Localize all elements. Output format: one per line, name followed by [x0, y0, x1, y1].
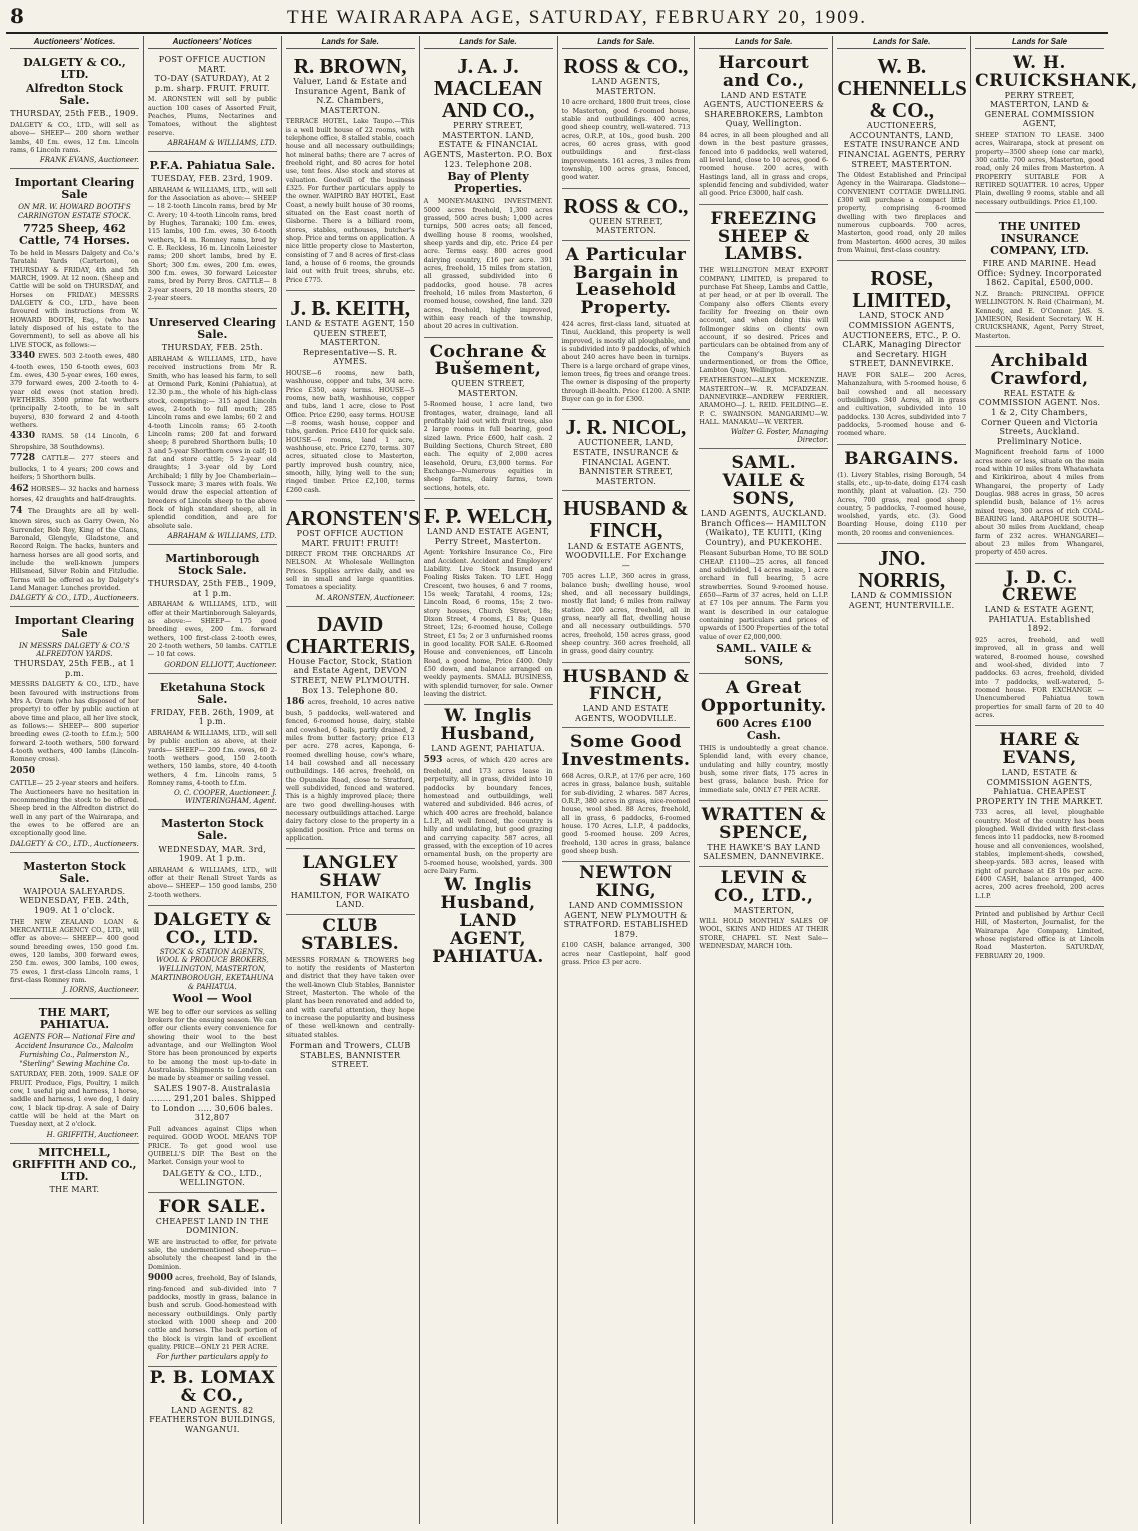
advert-good-investments: [562, 731, 691, 862]
advert-signature: Forman and Trowers, CLUB STABLES, BANNISTER STREET.: [289, 1041, 411, 1070]
advert-body: THE NEW ZEALAND LOAN & MERCANTILE AGENCY CO., LTD., will offer as above:— SHEEP— 400 good sound breeding ewes, 150 good f.m. ewes, 120 lambs, 300 forward ewes, 250 f.m. ewes, 300 lambs, 100 ewes, 75 ewes, 1 first-class Lincoln rams, 1 first-class Romney ram.: [10, 917, 139, 984]
advert-subtitle: House Factor, Stock, Station and Estate Agent, DEVON STREET, NEW PLYMOUTH. Box 13. Telephone 80.: [288, 656, 413, 695]
advert-body: MESSRS FORMAN & TROWERS beg to notify the residents of Masterton and district that they have taken over the well-known Club Stables, Bannister Street, Masterton. The whole of the plant has been renovated and added to, and with careful attention, they hope to increase the popularity and business of these well-known and centrally-situated stables.: [285, 955, 415, 1039]
advert-crewe: [975, 567, 1104, 727]
advert-title: Eketahuna Stock Sale.: [159, 680, 265, 706]
advert-title: ROSE, LIMITED,: [852, 266, 951, 313]
advert-body: WILL HOLD MONTHLY SALES OF WOOL, SKINS AND HIDES AT THEIR STORE, CHAPEL ST. Next Sale— WEDNESDAY, MARCH 10th.: [699, 917, 829, 951]
advert-subtitle: QUEEN STREET, MASTERTON.: [451, 379, 525, 398]
advert-body: THE WELLINGTON MEAT EXPORT COMPANY, LIMITED, is prepared to purchase Fat Sheep, Lambs and Cattle, at per head, or at per lb overall. The Company also offers Clients every facility for freezing on their own account, and when doing this will follmonger skins on clients' own account, if so desired. Prices and particulars can be obtained from any of the Company's Buyers as undermentioned, or from the Office, Lambton Quay, Wellington.: [699, 266, 829, 375]
advert-body: The Oldest Established and Principal Agency in the Wairarapa. Gladstone— CONVENIENT COTTAGE DWELLING. £300 will purchase a compact little property, comprising 6-roomed dwelling with two fireplaces and numerous cupboards. 700 acres, Masterton, good road, only 20 miles from Masterton. 4600 acres, 30 miles from Wainui, first-class country.: [837, 171, 967, 255]
stock-details: HORSES— 32 hacks and harness horses, 42 draughts and half-draughts.: [10, 484, 139, 504]
section-heading: Lands for Sale.: [424, 36, 553, 49]
advert-body: Agent: Yorkshire Insurance Co., Fire and Accident. Accident and Employers' Liability. Live Stock Insured and Foaling Risks Taken. TO LET. Hogg Crescent, two houses, 6 and 7 rooms, 15s week; Taratahi, 4 rooms, 12s; Lincoln Road, 6 rooms, 15s; 2 two-story houses, Church Street, 18s; Dixon Street, 4 rooms, £1 8s; Queen Street, 12s; 6-roomed house, College Street, £1 5s; 2 or 3 unfurnished rooms in good locality. FOR SALE. 6-Roomed House and conveniences, off Lincoln Road, a good home, Price £400. Only £50 down, and balance arranged on weekly payments. SMALL BUSINESS, with splendid turnover, for sale. Owner leaving the district.: [423, 548, 553, 698]
section-heading: Lands for Sale: [975, 36, 1104, 49]
column-8: [971, 36, 1138, 1524]
section-heading: Auctioneers' Notices: [148, 36, 277, 49]
advert-subtitle: HAMILTON, FOR WAIKATO LAND.: [290, 890, 410, 910]
advert-subtitle: LAND AGENT, PAHIATUA.: [431, 743, 545, 753]
section-heading: Lands for Sale.: [562, 36, 691, 49]
advert-body: DALGETY & CO., LTD., will sell as above— SHEEP— 200 shorn wether lambs, 40 f.m. ewes, 12 f.m. Lincoln rams, 6 Lincoln rams.: [10, 120, 139, 154]
advert-title: A Particular Bargain in Leasehold Property.: [565, 244, 687, 319]
advert-body: THIS is undoubtedly a great chance. Splendid land, with every chance, undulating and hilly country, mostly bush, some river flats, 175 acres in best grass, balance bush. Price for immediate sale, ONLY £7 PER ACRE.: [699, 744, 829, 794]
advert-signature: ABRAHAM & WILLIAMS, LTD.: [167, 139, 277, 148]
advert-title: LEVIN & CO., LTD.,: [714, 867, 814, 906]
advert-body: 424 acres, first-class land, situated at Tinui, Auckland, this property is well improved, is mostly all ploughable, and is subdivided into 9 paddocks, of which about 240 acres have been in turnips. There is a large orchard of grape vines, lemon trees, fig trees and orange trees. The owner is disposing of the property through ill-health. Price £1200. A SNIP. Buyer can go in for £300.: [561, 320, 691, 404]
advert-title: FREEZING SHEEP & LAMBS.: [710, 208, 818, 265]
advert-subtitle: THE MART.: [49, 1184, 100, 1194]
advert-body: DIRECT FROM THE ORCHARDS AT NELSON. At Wholesale Wellington Prices. Supplies arrive daily, and we sell in small and large quantities. Tomatoes a speciality.: [285, 550, 415, 592]
advert-great-opportunity: [699, 677, 828, 801]
advert-lomax: [148, 1370, 277, 1434]
advert-subtitle: 600 Acres £100 Cash.: [716, 716, 812, 742]
advert-title: ARONSTEN'S: [285, 505, 420, 530]
advert-body: TERRACE HOTEL, Lake Taupo.—This is a well built house of 22 rooms, with telephone office, 8 stalled stable, coach house and all necessary outbuildings; hot mineral baths; there are 7 acres of freehold right, and 80 acres for hotel use, tent fees. Also stock and stores at valuation. Goodwill of the business £325. For further particulars apply to the owner. WAIPIRO BAY HOTEL, East Coast, a newly built house of 30 rooms, situated on the East coast north of Gisborne. There is a billiard room, stores, stables, outhouses, butcher's shop. Price and terms on application. A nice little property close to Masterton, consisting of 7 and 8 acres of first-class land, a house of 6 rooms, the grounds laid out with fruit trees, shrubs, etc. Price £775.: [285, 117, 415, 284]
advert-subtitle: LAND AGENTS, MASTERTON.: [591, 77, 661, 96]
advert-ross-co-2: [562, 192, 691, 241]
advert-aronstens: [285, 504, 420, 607]
advert-body: SATURDAY, FEB. 20th, 1909. SALE OF FRUIT. Produce, Figs, Poultry, 1 milch cow, 1 useful pig and harness, 1 horse, saddle and harness, 1 ewe dog, 1 dairy cow, 1 black tip-dray. A sale of Dairy cattle will be held at the Mart on Tuesday next, at 2 o'clock.: [10, 1070, 139, 1129]
stock-count: 4330: [10, 431, 36, 442]
advert-ross-co: [562, 52, 691, 189]
advert-subtitle: REAL ESTATE & COMMISSION AGENT. Nos. 1 & 2, City Chambers, Corner Queen and Victoria Streets, Auckland. Preliminary Notice.: [978, 388, 1101, 446]
stock-count: 7728: [10, 453, 36, 464]
advert-signature: W. Inglis Husband, LAND AGENT, PAHIATUA.: [432, 875, 544, 967]
advert-title: A Great Opportunity.: [701, 678, 827, 716]
advert-subtitle: AUCTIONEERS, ACCOUNTANTS, LAND, ESTATE INSURANCE AND FINANCIAL AGENTS, PERRY STREET, MASTERTON.: [838, 121, 966, 169]
column-3: [282, 36, 420, 1524]
advert-body: 705 acres L.I.P., 360 acres in grass, balance bush; dwelling house, wool shed, and all necessary buildings, mostly flat land; 6 miles from railway station. 200 acres, freehold, all in grass, nearly all flat, dwelling house and all necessary outbuildings. 570 acres, freehold, 150 acres grass, good sheep country. 360 acres freehold, all in grass, good dairy country.: [561, 572, 691, 656]
acre-count: 593: [423, 755, 443, 766]
advert-subtitle: MASTERTON,: [733, 905, 795, 915]
advert-body: acres, of which 420 acres are freehold, and 173 acres lease in perpetuity, all in grass, divided into 10 paddocks by boundary fences, homestead and outbuildings, well watered and subdivided. 846 acres, of which 400 acres are freehold, balance L.I.P., all well fenced, the country is hilly and undulating, but good grazing and carrying capacity. 587 acres, all grassed, with the exception of 10 acres ornamental bush, on the property are 5-roomed house, woolshed, yards. 300 acre Dairy Farm.: [423, 756, 553, 876]
advert-freezing-sheep: [699, 208, 828, 450]
advert-clearing-sale-booth: [10, 172, 139, 607]
column-5: [558, 36, 696, 1524]
section-heading: Lands for Sale.: [837, 36, 966, 49]
sales-figures: SALES 1907-8. Australasia ........ 291,201 bales. Shipped to London ..... 30,606 bales. 312,807: [148, 1084, 277, 1123]
advert-body: ABRAHAM & WILLIAMS, LTD., will sell for the Association as above:— SHEEP— 18 2-tooth Lincoln rams, bred by Mr C. Avery; 10 4-tooth Lincoln rams, bred by Hughes, Taranaki; 100 f.m. ewes, 115 lambs, 100 f.m. ewes, 30 6-tooth wethers, 14 m. Romney rams, bred by C. E. Reckless, 16 m. Lincoln Leicester rams; 200 short lambs, bred by E. Short; 300 f.m. ewes, 200 f.m. ewes, 300 f.m. ewes, 30 forward Leicester rams, bred by Perry Bros. CATTLE— 8 2-year steers, 20 18 months steers, 20 2-year steers.: [147, 185, 277, 302]
advert-title: Masterton Stock Sale.: [23, 859, 126, 885]
advert-subtitle: STOCK & STATION AGENTS, WOOL & PRODUCE BROKERS, WELLINGTON, MASTERTON, MARTINBOROUGH, EKETAHUNA & PAHIATUA.: [150, 947, 274, 991]
advert-title: P.F.A. Pahiatua Sale.: [149, 159, 276, 173]
advert-body: Magnificent freehold farm of 1000 acres more or less, situate on the main road within 10 miles from Whatawhata and Kirikiriroa, about 4 miles from Whangarei, the property of Lady Douglas. 988 acres in grass, 50 acres splendid bush, balance of 1½ acres mixed trees, 300 acres of rich COAL-BEARING land. ARAPOHUE SOUTH—about 30 miles from Auckland, cheap farm of 232 acres. WHANGAREI—about 23 miles from Whangarei, property of 450 acres.: [975, 448, 1104, 557]
advert-date: THURSDAY, 25th FEB., 1909, at 1 p.m.: [148, 579, 277, 598]
advert-subtitle: TO-DAY (SATURDAY), At 2 p.m. sharp. FRUIT. FRUIT.: [154, 74, 270, 93]
advert-subtitle: PERRY STREET, MASTERTON, LAND & GENERAL COMMISSION AGENT,: [984, 90, 1095, 129]
newspaper-page: [6, 4, 1138, 1526]
advert-date: WEDNESDAY, FEB. 24th, 1909. At 1 o'clock.: [19, 896, 130, 915]
advert-body: CATTLE— 25 2-year steers and heifers. The Auctioneers have no hesitation in recommending the stock to be offered. Sheep bred in the Alfredton district do well in any part of the Wairarapa, and the ewes to be offered are an exceptionally good line.: [10, 779, 139, 838]
stock-count: 74: [10, 505, 23, 516]
advert-club-stables: [286, 918, 415, 1070]
advert-title: W. B. CHENNELLS & CO.,: [837, 54, 967, 123]
advert-title: Archibald Crawford,: [990, 351, 1089, 389]
advert-body: acres, freehold, 10 acres native bush, 5 paddocks, well-watered and fenced, 6-roomed house, dairy, stable and cowshed, 6 bails, partly drained, 2 miles from butter factory; price £13 per acre. 278 acres, Kaponga, 6-roomed dwelling house, cow's whare, 14 bail cowshed and all necessary outbuildings. 146 acres, freehold, on the Opunake Road, close to Stratford, well subdivided, fenced and watered. This is a highly improved place; there are two good dwelling-houses with necessary outbuildings attached. Large dairy factory close to the property in a splendid position. Price and terms on application.: [285, 698, 415, 842]
masthead: [6, 4, 1108, 34]
advert-signature: ABRAHAM & WILLIAMS, LTD.: [167, 531, 277, 540]
section-heading: Lands for Sale.: [699, 36, 828, 49]
advert-body: £100 CASH, balance arranged, 300 acres near Castlepoint, half good grass. Price £3 per acre.: [561, 941, 691, 967]
advert-newton-king: [562, 865, 691, 966]
advert-title: WRATTEN & SPENCE,: [701, 805, 827, 843]
advert-saml-vaile: [699, 452, 828, 674]
advert-title: W. H. CRUICKSHANK,: [975, 53, 1138, 91]
advert-title: NEWTON KING,: [579, 863, 673, 902]
advert-cochrane: [424, 341, 553, 499]
advert-signature: Walter G. Foster, Managing Director.: [730, 428, 829, 445]
column-1: [6, 36, 144, 1524]
advert-title: J. R. NICOL,: [565, 415, 687, 440]
advert-signature: J. IORNS, Auctioneer.: [62, 986, 139, 995]
advert-title: LANGLEY SHAW: [302, 853, 399, 892]
advert-title: HARE & EVANS,: [999, 730, 1080, 769]
advert-title: Cochrane & Bušement,: [429, 341, 547, 380]
advert-body: ABRAHAM & WILLIAMS, LTD., have received instructions from Mr R. Smith, who has leased his farm, to sell at Ormond Park, Konini (Pahiatua), at 12.30 p.m., the whole of his high-class stock, comprising:— 315 aged Lincoln ewes, 2-tooth to full mouth; 285 Lincoln rams and ewe lambs; 60 2 and 4-tooth Lincoln rams; 65 2-tooth Lincoln rams; 200 fat and forward sheep; 8 purebred Shorthorn bulls; 10 3 and 5-year Shorthorn cows in calf; 10 fat and store cattle; 5 2-year old draughts; 1 3-year old by Lord Archibald; 1 filly by Joe Chamberlain—Tussock mare; 3 mares with foals. We would draw the especial attention of breeders of Lincoln sheep to the above flock of high standard sheep, all in splendid condition, and are for absolute sale.: [147, 355, 277, 530]
advert-rose-limited: [837, 264, 966, 444]
stock-details: RAMS. 58 (14 Lincoln, 6 Shropshire, 38 Southdowns).: [10, 432, 139, 452]
advert-body: 925 acres, freehold, and well improved, all in grass and well watered, 8-roomed house, cowshed and wool-shed, divided into 7 paddocks. 63 acres, freehold, divided into 7 paddocks, well-watered, 5-roomed house. FOR EXCHANGE — Unencumbered Pahiatua town properties for small farm of 20 to 40 acres.: [975, 636, 1104, 719]
advert-title: DALGETY & CO., LTD.: [153, 910, 272, 948]
advert-subtitle: PERRY STREET, MASTERTON. LAND, ESTATE & FINANCIAL AGENTS, Masterton. P.O. Box 123. Telephone 208.: [423, 121, 553, 169]
advert-levin: [699, 867, 829, 951]
advert-body: HOUSE—6 rooms, new bath, washhouse, copper and tubs, 3/4 acre. Price £350, easy terms. HOUSE—5 rooms, new bath, washhouse, copper and tubs, land 1 acre, close to Post Office. Price £290, easy terms. HOUSE—8 rooms, wash house, copper and tubs, garden. Price £410 for quick sale. HOUSE—6 rooms, land 1 acre, washhouse, etc. Price £270, terms. 307 acres, situated close to Masterton, partly improved bush country, nice, smooth, hilly, lying well to the sun; ringed timber. Price £2,100, terms £260 cash.: [285, 369, 415, 494]
advert-title: Unreserved Clearing Sale.: [148, 316, 276, 342]
advert-body: N.Z. Branch: PRINCIPAL OFFICE WELLINGTON. N. Reid (Chairman), M. Kennedy, and E. O'Connor. JAS. S. JAMIESON, Resident Secretary. W. H. CRUICKSHANK, Agent, Perry Street, Masterton.: [975, 290, 1104, 340]
advert-title: BARGAINS.: [844, 448, 960, 469]
acre-count: 9000: [147, 1273, 173, 1284]
advert-title: Masterton Stock Sale.: [161, 817, 264, 843]
advert-eketahuna: [148, 677, 277, 811]
stock-details: The Draughts are all by well-known sires, such as Garry Owen, No Surrender, Bob Roy, King of the Clans, Baronald, Glengyle, Gladstone, and Record Reign. The hacks, hunters and harness horses are all good sorts, and include the well-known jumpers Hillsmead, Silver Robin and Fitzludie. Terms will be offered as by Dalgety's Land Manager. Lunches provided.: [10, 506, 139, 593]
advert-signature: O. C. COOPER, Auctioneer. J. WINTERINGHAM, Agent.: [173, 789, 277, 806]
advert-archibald-crawford: [975, 350, 1104, 564]
advert-bargains: [837, 448, 966, 544]
advert-date: THURSDAY, 25th FEB., at 1 p.m.: [14, 659, 135, 678]
advert-title: CLUB STABLES.: [301, 916, 400, 954]
advert-date: WEDNESDAY, MAR. 3rd, 1909. At 1 p.m.: [158, 844, 267, 864]
advert-husband-finch: [562, 494, 691, 662]
advert-signature: DALGETY & CO., LTD., Auctioneers.: [10, 594, 139, 603]
advert-particular-bargain: [562, 244, 691, 411]
advert-title: POST OFFICE AUCTION MART.: [158, 55, 266, 74]
column-7: [833, 36, 971, 1524]
advert-body: MESSRS DALGETY & CO., LTD., have been favoured with instructions from Mrs A. Oram (who has disposed of her property) to offer by public auction at above time and place, all her live stock, as follows:— SHEEP— 800 superior breeding ewes (2-tooth to f.f.m.); 500 forward 2-tooth wethers, 500 forward 4-tooth wethers, 400 lambs (Lincoln-Romney cross).: [10, 680, 139, 764]
advert-headline: Wool — Wool: [172, 992, 252, 1006]
advert-title: J. A. J. MACLEAN AND CO.,: [433, 54, 543, 123]
advert-body: 668 Acres, O.R.P., at 17/6 per acre, 160 acres in grass, balance bush, suitable for sub-dividing, 2 whares. 587 Acres, O.R.P., 380 acres in grass, nice-roomed house, wool shed. 88 Acres, freehold, all in grass, 6 paddocks, 6-roomed house. 170 Acres, L.I.P., 4 paddocks, good 5-roomed house. 209 Acres, freehold, 130 acres in grass, balance good sheep bush.: [561, 772, 691, 856]
advert-body: Pleasant Suburban Home, TO BE SOLD CHEAP. £1100—25 acres, all fenced and subdivided, 14 acres maize, 1 acre orchard in full bearing, 5 acre strawberries. Sound 9-roomed house. £650—Farm of 37 acres, held on L.I.P. at £7 10s per annum. The Farm you want is described in our catalogue containing particulars and prices of upwards of 1500 Properties of the total value of over £2,000,000.: [699, 549, 829, 641]
advert-for-sale-cheapest-land: [148, 1196, 277, 1367]
advert-clearing-sale-alfredton: [10, 610, 139, 852]
advert-mitchell-griffith: [10, 1147, 139, 1195]
buyers-list: FEATHERSTON—ALEX MCKENZIE. MASTERTON—W. R. MCFADZEAN. DANNEVIRKE—ANDREW FERRIER. ARAMOHO—J. L. REID. FEILDING—E. P. C. SWAINSON. MANGARIMU—W. HALL. MANAKAU—W. VERTER.: [699, 376, 829, 427]
advert-jb-keith: [286, 294, 415, 501]
advert-signature: For further particulars apply to: [156, 1353, 268, 1362]
advert-title: ROSS & CO.,: [563, 54, 689, 78]
advert-title: DALGETY & CO., LTD.: [23, 56, 126, 82]
advert-body: M. ARONSTEN will sell by public auction 100 cases of Assorted Fruit, Peaches, Plums, Nectarines and Tomatoes, without the slightest reserve.: [147, 95, 277, 137]
advert-title: J. D. C. CREWE: [1001, 567, 1078, 606]
advert-inglis-husband: [424, 708, 553, 966]
advert-body: A MONEY-MAKING INVESTMENT. 5000 acres freehold, 1,300 acres grassed, 500 acres bush; 1,000 acres turnips, 500 acres oats; all fenced, dwelling house 8 rooms, woolshed, sheep yards and dip, etc. Price £4 per acre. Terms easy. 800 acres good dairying country, £16 per acre. 391 acres, freehold, 15 miles from station, all grassed, subdivided into 6 paddocks, good house. 78 acres freehold, 16 miles from Masterton, 6 roomed house, cowshed, fine land. 320 acres, freehold, highly improved, within easy reach of the township, about 20 acres in cultivation.: [423, 197, 553, 331]
advert-jr-nicol: [562, 413, 691, 491]
printer-imprint: Printed and published by Arthur Cecil Hill, of Masterton, Journalist, for the Wairarapa Age Company, Limited, whose registered office is at Lincoln Road Masterton. SATURDAY, FEBRUARY 20, 1909.: [975, 909, 1104, 960]
advert-body: ABRAHAM & WILLIAMS, LTD., will offer at their Martinborough Saleyards, as above:— SHEEP— 175 good breeding ewes, 200 f.m. forward wethers, 100 first-class 2-tooth ewes, 20 2-tooth wethers, 50 lambs. CATTLE— 10 fat cows.: [147, 600, 277, 659]
advert-title: THE UNITED INSURANCE COMPANY, LTD.: [990, 220, 1089, 258]
advert-masterton-stock-sale: [10, 856, 139, 1000]
stock-count: 2050: [10, 765, 36, 776]
advert-fp-welch: [424, 502, 553, 705]
section-heading: Lands for Sale.: [286, 36, 415, 49]
stock-count: 3340: [10, 351, 36, 362]
advert-husband-finch-2: [562, 666, 691, 729]
advert-the-mart: [10, 1002, 139, 1143]
advert-body: HAVE FOR SALE— 200 Acres, Mahanzahura, with 5-roomed house, 6 bail cowshed and all necessary outbuildings. 340 Acres, all in grass and cultivation, subdivided into 10 paddocks. 130 Acres, subdivided into 7 paddocks, 5-roomed house and 6-roomed whare.: [837, 371, 967, 438]
advert-signature: FRANK EVANS, Auctioneer.: [39, 156, 139, 165]
advert-subtitle: LAND AGENTS. 82 FEATHERSTON BUILDINGS, WANGANUI.: [149, 1405, 276, 1434]
advert-body: acres, freehold, Bay of Islands, ring-fenced and sub-divided into 7 paddocks, mostly in grass, balance in bush and scrub. Good-homestead with necessary outbuildings. Only partly stocked with 1000 sheep and 200 cattle and horses. The back portion of the block is virgin land of excellent quality. PRICE—ONLY 21 PER ACRE.: [147, 1274, 277, 1352]
advert-body: 5-Roomed house, 1 acre land, two frontages, water, drainage, land all profitably laid out with fruit trees, also 2 large rooms in full bearing, good sized lawn. Price £600, half cash. 2 Building Sections, Church Street, £80 each. The equity of 2,000 acres leasehold, Oruru, £3,000 terms. For Exchange—Numerous equities in sheep farms, dairy farms, town sections, hotels, etc.: [423, 400, 553, 492]
advert-wratten-spence: [699, 804, 828, 867]
advert-title: HUSBAND & FINCH,: [562, 666, 690, 705]
advert-subtitle: Valuer, Land & Estate and Insurance Agent, Bank of N.Z. Chambers, MASTERTON.: [293, 77, 408, 115]
advert-headline: Bay of Plenty Properties.: [447, 170, 529, 196]
advert-subtitle: LAND, ESTATE & COMMISSION AGENTS, Pahiatua. CHEAPEST PROPERTY IN THE MARKET.: [976, 768, 1104, 806]
stock-details: EWES. 503 2-tooth ewes, 480 4-tooth ewes, 150 6-tooth ewes, 603 f.m. ewes, 430 5-year ewes, 160 ewes, 379 forward ewes, 200 2-tooth to 4-year old ewes (not station bred). WETHERS. 3500 prime fat wethers (principally 2-tooth, to be in salt buyers), 830 forward 2 and 4-tooth wethers.: [10, 352, 139, 430]
advert-subtitle: LAND & ESTATE AGENT, 150 QUEEN STREET, MASTERTON. Representative—S. R. AYMES.: [285, 319, 415, 367]
advert-subtitle: LAND & ESTATE AGENT, PAHIATUA. Established 1892.: [984, 605, 1095, 634]
stock-count: 462: [10, 483, 29, 494]
advert-subtitle: LAND AND ESTATE AGENTS, WOODVILLE.: [575, 704, 677, 723]
advert-title: SAML. VAILE & SONS,: [722, 453, 806, 510]
advert-title: W. Inglis Husband,: [440, 706, 536, 745]
advert-signature: SAML. VAILE & SONS,: [716, 641, 812, 668]
advert-title: HUSBAND & FINCH,: [563, 496, 689, 543]
advert-subtitle: AGENTS FOR— National Fire and Accident Insurance Co., Malcolm Furnishing Co., Palmerston N., "Sterling" Sewing Machine Co.: [13, 1033, 136, 1068]
advert-body: ABRAHAM & WILLIAMS, LTD., will sell by public auction as above, at their yards— SHEEP— 200 f.m. ewes, 60 2-tooth wethers good, 150 2-tooth wethers, 150 lambs, store, 40 4-tooth wethers, 4 f.m. Lincoln rams, 5 Romney rams, 4-tooth to f.f.m.: [147, 729, 277, 787]
advert-subtitle: QUEEN STREET, MASTERTON.: [589, 216, 663, 236]
advert-subtitle: THE HAWKE'S BAY LAND SALESMEN, DANNEVIRKE.: [703, 842, 825, 862]
advert-subtitle: CHEAPEST LAND IN THE DOMINION.: [155, 1216, 269, 1236]
advert-body: 733 acres, all level, ploughable country. Most of the country has been ploughed. Well divided with first-class fences into 11 paddocks, new 8-roomed house and all conveniences, woolshed, stables, implement-sheds, cowshed, sheep-yards. 583 acres, leased with right of purchase at £8 10s per acre. £400 CASH, balance arranged, 400 acres, 200 acres freehold, 200 acres L.I.P.: [975, 808, 1104, 900]
advert-maclean: [424, 52, 553, 338]
newspaper-title: THE WAIRARAPA AGE, SATURDAY, FEBRUARY 20, 1909.: [286, 7, 867, 28]
advert-body: Full advances against Clips when required. GOOD WOOL MEANS TOP PRICE. To get good wool use QUIBELL'S DIP. The Best on the Market. Consign your wool to: [147, 1124, 277, 1167]
page-number: 8: [10, 4, 24, 28]
advert-body: WE are instructed to offer, for private sale, the undermentioned sheep-run—absolutely the cheapest land in the Dominion.: [147, 1237, 277, 1271]
advert-title: FOR SALE.: [158, 1196, 267, 1217]
advert-signature: M. ARONSTEN, Auctioneer.: [315, 593, 415, 602]
advert-chennells: [837, 52, 966, 261]
advert-body: SHEEP STATION TO LEASE. 3400 acres, Wairarapa, stock at present on property—3500 sheep (one car mark), 300 cattle. 700 acres, Masterton, good road, only 24 miles from Masterton. A PROPERTY SUITABLE FOR A RETIRED SQUATTER. 10 acres, Upper Plain, dwelling 9 rooms, stable and all necessary outbuildings. Price £1,100.: [975, 131, 1104, 206]
advert-subtitle: LAND & COMMISSION AGENT, HUNTERVILLE.: [848, 591, 955, 610]
advert-subtitle: Alfredton Stock Sale.: [26, 82, 123, 108]
advert-body: 84 acres, in all been ploughed and all down in the best pasture grasses, fenced into 6 paddocks, well watered, all level land, close to 10 acres, good 6-roomed house. 200 acres, with Hastings land, all in grass and crops, splendid fencing and subdivided, water all good. Price £3000, half cash.: [699, 131, 829, 198]
advert-date: FRIDAY, FEB. 26th, 1909, at 1 p.m.: [150, 707, 275, 727]
advert-signature: H. GRIFFITH, Auctioneer.: [46, 1130, 139, 1139]
stock-details: CATTLE— 277 steers and bullocks, 1 to 4 years; 200 cows and heifers; 5 Shorthorn bulls.: [10, 454, 139, 482]
advert-title: JNO. NORRIS,: [858, 546, 946, 593]
advert-title: Some Good Investments.: [561, 732, 691, 771]
advert-headline: 7725 Sheep, 462 Cattle, 74 Horses.: [19, 221, 130, 248]
advert-subtitle: POST OFFICE AUCTION MART. FRUIT! FRUIT!: [296, 528, 404, 548]
advert-cruickshank: [975, 52, 1138, 213]
advert-title: ROSS & CO.,: [563, 193, 689, 218]
advert-date: THURSDAY, 25th FEB., 1909.: [10, 109, 139, 119]
advert-subtitle: LAND AND ESTATE AGENTS, AUCTIONEERS & SHAREBROKERS, Lambton Quay, Wellington.: [703, 90, 825, 129]
advert-date: THURSDAY, FEB. 25th.: [161, 343, 263, 353]
advert-subtitle: LAND, STOCK AND COMMISSION AGENTS, AUCTIONEERS, ETC., P. O. CLARK, Managing Director and Secretary. HIGH STREET, DANNEVIRKE.: [842, 311, 962, 369]
advert-pfa-pahiatua: [148, 155, 277, 309]
advert-title: Harcourt and Co.,: [718, 53, 810, 91]
advert-signature: GORDON ELLIOTT, Auctioneer.: [164, 660, 277, 669]
advert-subtitle: AUCTIONEER, LAND, ESTATE, INSURANCE & FINANCIAL AGENT. BANNISTER STREET, MASTERTON.: [572, 438, 680, 486]
acre-count: 186: [285, 697, 305, 708]
advert-subtitle: LAND & ESTATE AGENTS, WOODVILLE. For Exchange—: [565, 541, 687, 570]
advert-martinborough: [148, 548, 277, 674]
advert-harcourt: [699, 52, 828, 205]
advert-jno-norris: [837, 547, 966, 610]
advert-david-charteris: [286, 610, 415, 849]
advert-body: To be held in Messrs Dalgety and Co.'s Taratahi Yards (Carterton), on THURSDAY & FRIDAY, 4th and 5th MARCH, 1909. At 12 noon. (Sheep and Cattle will be sold on THURSDAY, and Horses on FRIDAY.) MESSRS DALGETY & CO., LTD., have been favoured with instructions from W. HOWARD BOOTH, Esq., (who has lately disposed of his estate to the Government), to sell as above all his LIVE STOCK, as follows:—: [10, 249, 139, 349]
advert-body: (1). Livery Stables, rising Borough, 54 stalls, etc., up-to-date, doing £174 cash monthly, plant at valuation. (2). 750 Acres, 700 grass, real good sheep country, 5 paddocks, 7-roomed house, woolshed, yards, etc. (3). Good Boarding House, doing £110 per month, 20 rooms and conveniences.: [837, 470, 967, 537]
advert-subtitle: LAND AGENTS, AUCKLAND. Branch Offices— HAMILTON (Waikato), TE KUITI, (King Country), and PUKEKOHE.: [700, 508, 827, 547]
advert-united-insurance: [975, 216, 1104, 347]
advert-masterton-stock-sale-2: [148, 813, 277, 906]
advert-r-brown: [286, 52, 415, 291]
columns: [6, 36, 1138, 1524]
advert-date: TUESDAY, FEB. 23rd, 1909.: [151, 174, 274, 184]
advert-title: THE MART, PAHIATUA.: [38, 1006, 111, 1032]
advert-signature: DALGETY & CO., LTD., WELLINGTON.: [162, 1168, 263, 1188]
advert-title: MITCHELL, GRIFFITH AND CO., LTD.: [12, 1145, 137, 1183]
advert-body: 10 acre orchard, 1800 fruit trees, close to Masterton, good 6-roomed house, stable and outbuildings. 400 acres, good sheep country, well-watered. 713 acres, O.R.P., at 10s., good bush. 200 acres, 60 acres grass, with good outbuildings and first-class improvements. 161 acres, 3 miles from township, 100 acres grass, fenced, good water.: [561, 98, 691, 182]
advert-signature: DALGETY & CO., LTD., Auctioneers.: [10, 839, 139, 848]
advert-langley-shaw: [286, 852, 415, 915]
advert-title: P. B. LOMAX & CO.,: [149, 1368, 276, 1406]
column-4: [420, 36, 558, 1524]
advert-dalgety-wool: [148, 909, 277, 1193]
column-2: [144, 36, 282, 1524]
advert-body: ABRAHAM & WILLIAMS, LTD., will offer at their Renall Street Yards as above— SHEEP— 150 good lambs, 250 2-tooth wethers.: [147, 865, 277, 899]
advert-post-office-mart: [148, 52, 277, 152]
advert-dalgety-alfredton: [10, 52, 139, 169]
advert-subtitle: WAIPOUA SALEYARDS.: [23, 886, 126, 896]
advert-body: WE beg to offer our services as selling brokers for the ensuing season. We can offer our clients every convenience for showing their wool to the best advantage, and our Wellington Wool Store has been pronounced by experts to be among the most up-to-date in Australasia. Shipments to London can be made by steamer or sailing vessel.: [147, 1007, 277, 1083]
advert-title: Important Clearing Sale: [14, 176, 135, 202]
advert-subtitle: LAND AND COMMISSION AGENT, NEW PLYMOUTH & STRATFORD. ESTABLISHED 1879.: [563, 901, 689, 939]
advert-unreserved-clearing: [148, 312, 277, 545]
advert-title: R. BROWN,: [293, 54, 407, 78]
advert-title: Important Clearing Sale: [14, 614, 135, 640]
section-heading: Auctioneers' Notices.: [10, 36, 139, 49]
advert-title: Martinborough Stock Sale.: [165, 551, 260, 578]
advert-subtitle: FIRE AND MARINE. Head Office: Sydney. Incorporated 1862. Capital, £500,000.: [977, 259, 1102, 288]
advert-title: F. P. WELCH,: [423, 504, 553, 529]
advert-subtitle: ON MR. W. HOWARD BOOTH'S CARRINGTON ESTATE STOCK.: [17, 203, 131, 221]
advert-title: J. B. KEITH,: [290, 295, 410, 320]
advert-subtitle: IN MESSRS DALGETY & CO.'S ALFREDTON YARDS.: [19, 641, 130, 659]
advert-hare-evans: [975, 729, 1104, 907]
column-6: [695, 36, 833, 1524]
advert-subtitle: LAND AND ESTATE AGENT, Perry Street, Masterton.: [426, 527, 550, 546]
advert-title: DAVID CHARTERIS,: [285, 611, 416, 658]
